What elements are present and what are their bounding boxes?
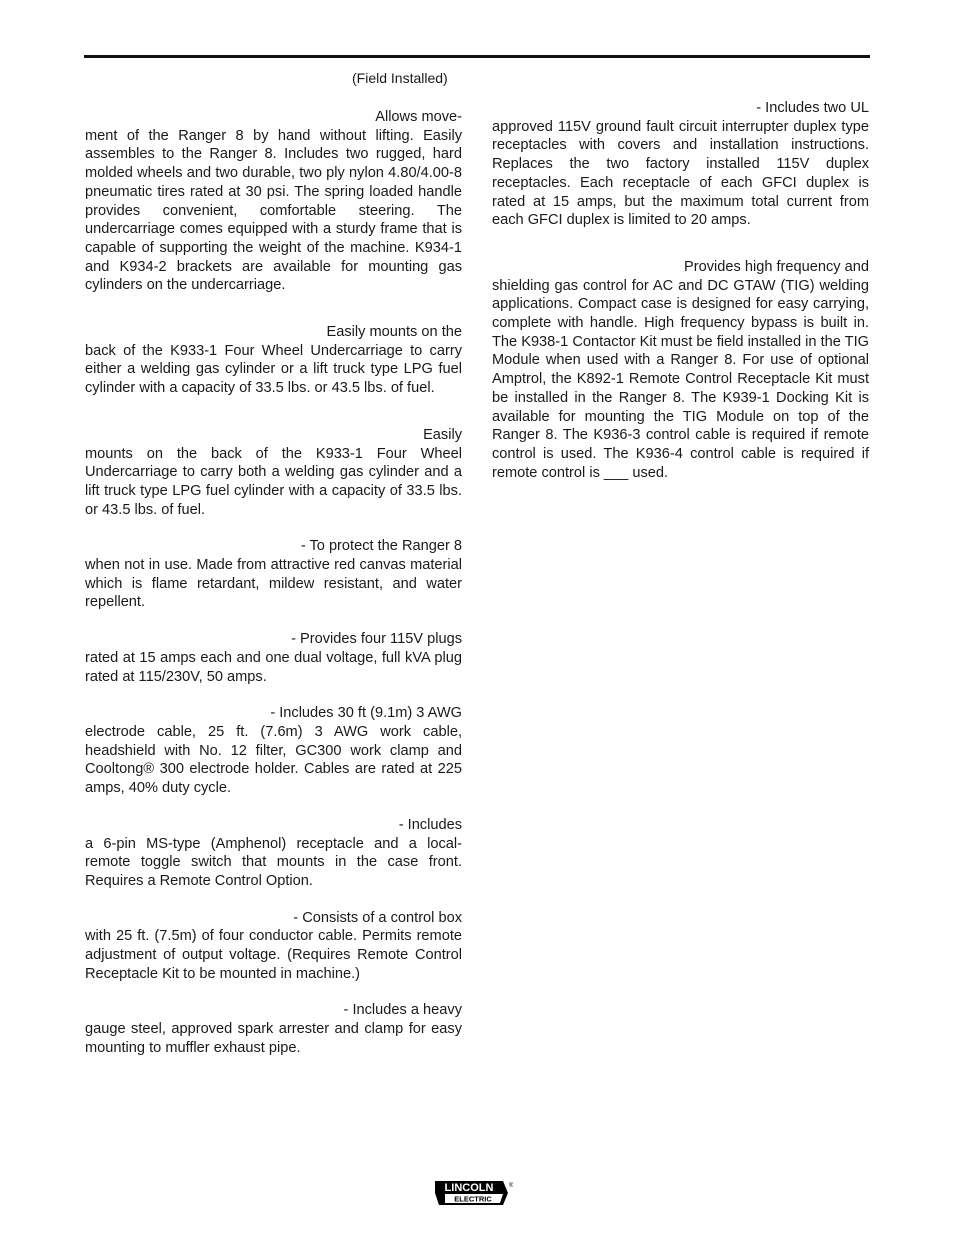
right-column <box>492 99 869 482</box>
registered-mark: ® <box>509 1183 513 1189</box>
logo-bottom-text: ELECTRIC <box>454 1194 492 1204</box>
option-paragraph: - Includes a 6-pin MS-type (Amphenol) receptacle and a local-remote toggle switch that mounts in the case front. Requires a Remote Control Option. <box>85 816 462 889</box>
option-paragraph: - To protect the Ranger 8 when not in use. Made from attractive red canvas material which is flame retardant, mildew resistant, and water repellent. <box>85 538 462 611</box>
lincoln-electric-logo <box>433 1179 513 1207</box>
option-paragraph: - Includes 30 ft (9.1m) 3 AWG electrode cable, 25 ft. (7.6m) 3 AWG work cable, headshield with No. 12 filter, GC300 work clamp and Cooltong® 300 electrode holder. Cables are rated at 225 amps, 40% duty cycle. <box>85 705 462 797</box>
option-paragraph: Allows move- ment of the Ranger 8 by hand without lifting. Easily assembles to the Ranger 8. Includes two rugged, hard molded wheels and two durable, two ply nylon 4.80/4.00-8 pneumatic tires rated at 30 psi. The spring loaded handle provides convenient, comfortable steering. The undercarriage comes equipped with a sturdy frame that is capable of supporting the weight of the machine. K934-1 and K934-2 brackets are available for mounting gas cylinders on the undercarriage. <box>85 109 462 294</box>
option-paragraph: Easily mounts on the back of the K933-1 Four Wheel Undercarriage to carry both a welding gas cylinder and a lift truck type LPG fuel cylinder with a capacity of 33.5 lbs. or 43.5 lbs. of fuel. <box>85 426 462 518</box>
field-installed-note: (Field Installed) <box>352 70 448 86</box>
logo-top-text: LINCOLN <box>444 1182 494 1194</box>
option-paragraph: Easily mounts on the back of the K933-1 Four Wheel Undercarriage to carry either a welding gas cylinder or a lift truck type LPG fuel cylinder with a capacity of 33.5 lbs. or 43.5 lbs. of fuel. <box>85 324 462 397</box>
option-paragraph: - Provides four 115V plugs rated at 15 amps each and one dual voltage, full kVA plug rated at 115/230V, 50 amps. <box>85 631 462 685</box>
option-paragraph: - Consists of a control box with 25 ft. (7.5m) of four conductor cable. Permits remote adjustment of output voltage. (Requires Remote Control Receptacle Kit to be mounted in machine.) <box>85 909 462 982</box>
option-paragraph: - Includes a heavy gauge steel, approved spark arrester and clamp for easy mounting to muffler exhaust pipe. <box>85 1002 462 1056</box>
option-paragraph: - Includes two UL approved 115V ground fault circuit interrupter duplex type receptacles with covers and installation instructions. Replaces the two factory installed 115V duplex receptacles. Each receptacle of each GFCI duplex is rated at 15 amps, but the maximum total current from each GFCI duplex is limited to 20 amps. <box>492 100 869 229</box>
header-rule <box>84 55 870 58</box>
option-paragraph: Provides high frequency and shielding gas control for AC and DC GTAW (TIG) welding applications. Compact case is designed for easy carrying, complete with handle. High frequency bypass is built in. The K938-1 Contactor Kit must be field installed in the TIG Module when used with a Ranger 8. For use of optional Amptrol, the K892-1 Remote Control Receptacle Kit must be installed in the Ranger 8. The K939-1 Docking Kit is available for mounting the TIG Module on top of the Ranger 8. The K936-3 control cable is required if remote control is used. The K936-4 control cable is required if remote control is ___ used. <box>492 258 869 481</box>
left-column <box>85 108 462 1058</box>
